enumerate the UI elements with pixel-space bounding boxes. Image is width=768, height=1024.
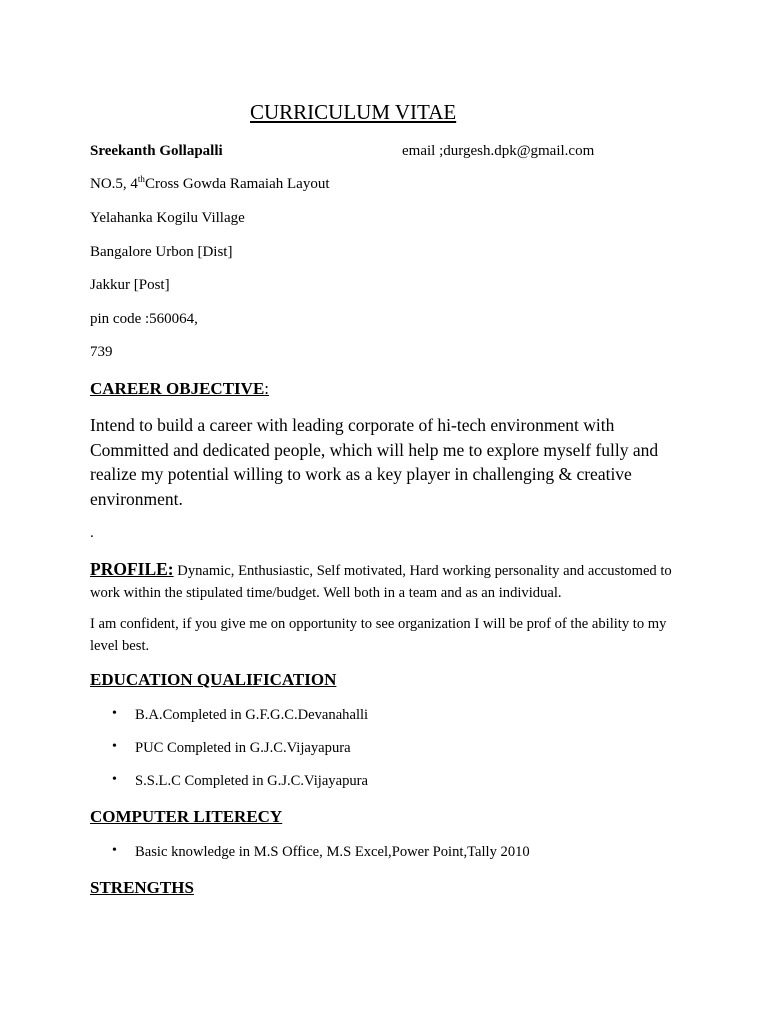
profile-text: Dynamic, Enthusiastic, Self motivated, Hard working personality and accustomed to work within the stipulated time/budget. Well both in a team and as an individual. [90, 563, 672, 601]
address-line-5: pin code :560064, [90, 311, 198, 327]
separator-dot: . [90, 525, 94, 541]
address-line-3: Bangalore Urbon [Dist] [90, 244, 233, 260]
bullet-icon: • [112, 843, 117, 858]
address-line-4: Jakkur [Post] [90, 277, 170, 293]
bullet-icon: • [112, 706, 117, 721]
address-ordinal-suffix: th [137, 174, 145, 184]
address-line-1-start: NO.5, 4 [90, 176, 138, 192]
address-line-1 [90, 176, 330, 193]
address-line-6: 739 [90, 344, 113, 360]
address-line-1-end: Cross Gowda Ramaiah Layout [144, 176, 330, 192]
candidate-name: Sreekanth Gollapalli [90, 143, 223, 159]
education-heading: EDUCATION QUALIFICATION [90, 670, 337, 689]
career-objective-heading [90, 379, 269, 399]
education-item: PUC Completed in G.J.C.Vijayapura [135, 740, 351, 756]
profile-heading: PROFILE: [90, 559, 174, 579]
document-title: CURRICULUM VITAE [250, 100, 457, 124]
career-objective-heading-text: CAREER OBJECTIVE [90, 379, 265, 398]
computer-literacy-heading: COMPUTER LITERECY [90, 807, 283, 826]
bullet-icon: • [112, 772, 117, 787]
confidence-statement: I am confident, if you give me on opportunity to see organization I will be prof of the ability to my level best. [90, 616, 667, 654]
candidate-email: email ;durgesh.dpk@gmail.com [402, 143, 595, 159]
career-objective-text: Intend to build a career with leading corporate of hi-tech environment with Committed and dedicated people, which will help me to explore myself fully and realize my potential willing to work as a key player in challenging & creative environment. [90, 415, 659, 509]
career-objective-colon: : [264, 379, 270, 398]
computer-skill-item: Basic knowledge in M.S Office, M.S Excel,Power Point,Tally 2010 [135, 844, 530, 860]
education-item: S.S.L.C Completed in G.J.C.Vijayapura [135, 773, 369, 789]
education-item: B.A.Completed in G.F.G.C.Devanahalli [135, 707, 369, 723]
bullet-icon: • [112, 739, 117, 754]
address-line-2: Yelahanka Kogilu Village [90, 210, 245, 226]
strengths-heading: STRENGTHS [90, 878, 194, 897]
profile-paragraph [90, 559, 690, 604]
